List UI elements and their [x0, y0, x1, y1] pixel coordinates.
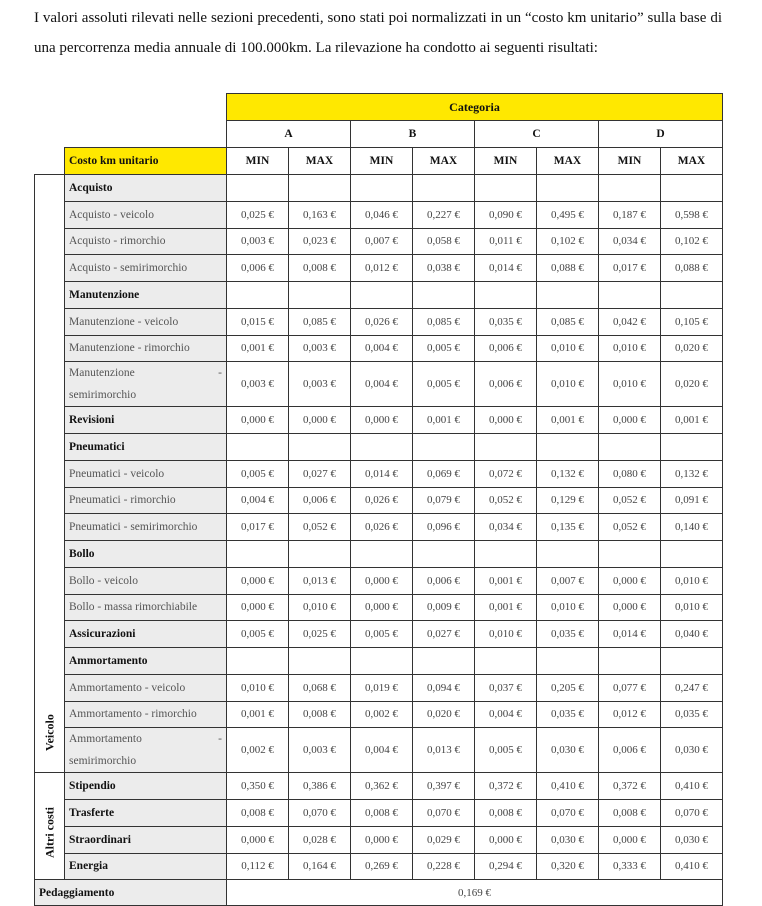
- value-cell: [599, 541, 661, 568]
- row-label: Pneumatici: [65, 434, 227, 461]
- value-cell: 0,006 €: [475, 362, 537, 407]
- row-header-cost: Costo km unitario: [65, 148, 227, 175]
- value-cell: 0,052 €: [599, 487, 661, 514]
- table-row: [35, 701, 723, 728]
- max-header: MAX: [289, 148, 351, 175]
- value-cell: 0,091 €: [661, 487, 723, 514]
- row-label: Manutenzione: [65, 282, 227, 309]
- value-cell: 0,004 €: [227, 487, 289, 514]
- row-label: Trasferte: [65, 800, 227, 827]
- value-cell: 0,000 €: [351, 594, 413, 621]
- value-cell: 0,372 €: [475, 773, 537, 800]
- value-cell: 0,000 €: [227, 594, 289, 621]
- value-cell: 0,001 €: [537, 407, 599, 434]
- row-label: Bollo - veicolo: [65, 567, 227, 594]
- value-cell: 0,010 €: [537, 335, 599, 362]
- value-cell: 0,135 €: [537, 514, 599, 541]
- max-header: MAX: [413, 148, 475, 175]
- value-cell: 0,012 €: [351, 255, 413, 282]
- value-cell: 0,000 €: [599, 567, 661, 594]
- value-cell: 0,010 €: [475, 621, 537, 648]
- value-cell: 0,010 €: [661, 567, 723, 594]
- value-cell: 0,132 €: [661, 460, 723, 487]
- value-cell: 0,164 €: [289, 853, 351, 880]
- value-cell: [537, 282, 599, 309]
- value-cell: 0,015 €: [227, 308, 289, 335]
- value-cell: 0,008 €: [227, 800, 289, 827]
- value-cell: 0,029 €: [413, 826, 475, 853]
- value-cell: 0,004 €: [475, 701, 537, 728]
- value-cell: 0,598 €: [661, 201, 723, 228]
- value-cell: 0,010 €: [661, 594, 723, 621]
- value-cell: 0,004 €: [351, 728, 413, 773]
- value-cell: 0,011 €: [475, 228, 537, 255]
- value-cell: [413, 282, 475, 309]
- value-cell: 0,003 €: [227, 228, 289, 255]
- value-cell: 0,008 €: [351, 800, 413, 827]
- value-cell: 0,000 €: [475, 826, 537, 853]
- value-cell: [475, 282, 537, 309]
- row-label: [65, 728, 227, 773]
- row-label: Bollo - massa rimorchiabile: [65, 594, 227, 621]
- row-label: Straordinari: [65, 826, 227, 853]
- row-label: Stipendio: [65, 773, 227, 800]
- value-cell: 0,042 €: [599, 308, 661, 335]
- value-cell: 0,007 €: [351, 228, 413, 255]
- table-row: [35, 335, 723, 362]
- value-cell: 0,163 €: [289, 201, 351, 228]
- value-cell: 0,007 €: [537, 567, 599, 594]
- value-cell: 0,028 €: [289, 826, 351, 853]
- value-cell: 0,102 €: [537, 228, 599, 255]
- value-cell: [227, 648, 289, 675]
- value-cell: 0,010 €: [289, 594, 351, 621]
- value-cell: 0,003 €: [227, 362, 289, 407]
- table-row: [35, 621, 723, 648]
- cost-table: [34, 93, 723, 906]
- value-cell: 0,187 €: [599, 201, 661, 228]
- value-cell: 0,000 €: [599, 407, 661, 434]
- value-cell: 0,030 €: [661, 826, 723, 853]
- table-row: [35, 800, 723, 827]
- value-cell: 0,034 €: [599, 228, 661, 255]
- value-cell: 0,003 €: [289, 335, 351, 362]
- value-cell: [227, 282, 289, 309]
- value-cell: 0,005 €: [475, 728, 537, 773]
- value-cell: [351, 282, 413, 309]
- row-label: Manutenzione - veicolo: [65, 308, 227, 335]
- value-cell: [537, 434, 599, 461]
- row-label: Revisioni: [65, 407, 227, 434]
- side-label-veicolo: [35, 175, 65, 773]
- row-label: Acquisto - rimorchio: [65, 228, 227, 255]
- value-cell: 0,013 €: [413, 728, 475, 773]
- value-cell: 0,012 €: [599, 701, 661, 728]
- value-cell: 0,006 €: [289, 487, 351, 514]
- value-cell: 0,350 €: [227, 773, 289, 800]
- row-label: Ammortamento: [65, 648, 227, 675]
- value-cell: [661, 282, 723, 309]
- pedaggiamento-label: Pedaggiamento: [35, 880, 227, 906]
- value-cell: 0,017 €: [227, 514, 289, 541]
- value-cell: 0,046 €: [351, 201, 413, 228]
- table-row: [35, 674, 723, 701]
- value-cell: 0,008 €: [475, 800, 537, 827]
- table-row: [35, 514, 723, 541]
- value-cell: 0,000 €: [475, 407, 537, 434]
- row-label-dash: -: [218, 733, 222, 746]
- value-cell: 0,495 €: [537, 201, 599, 228]
- value-cell: 0,025 €: [227, 201, 289, 228]
- value-cell: 0,008 €: [599, 800, 661, 827]
- value-cell: [289, 434, 351, 461]
- value-cell: [599, 648, 661, 675]
- value-cell: 0,333 €: [599, 853, 661, 880]
- value-cell: [661, 541, 723, 568]
- value-cell: 0,035 €: [537, 701, 599, 728]
- value-cell: 0,227 €: [413, 201, 475, 228]
- value-cell: 0,035 €: [475, 308, 537, 335]
- value-cell: [227, 541, 289, 568]
- group-a-header: A: [227, 121, 351, 148]
- row-label-line1: Manutenzione: [69, 367, 135, 380]
- value-cell: 0,001 €: [227, 335, 289, 362]
- value-cell: 0,070 €: [537, 800, 599, 827]
- value-cell: 0,040 €: [661, 621, 723, 648]
- group-c-header: C: [475, 121, 599, 148]
- value-cell: 0,386 €: [289, 773, 351, 800]
- table-row: [35, 773, 723, 800]
- value-cell: 0,000 €: [351, 407, 413, 434]
- value-cell: 0,205 €: [537, 674, 599, 701]
- row-label: [65, 362, 227, 407]
- value-cell: 0,410 €: [661, 773, 723, 800]
- value-cell: [599, 282, 661, 309]
- value-cell: [537, 175, 599, 202]
- value-cell: 0,140 €: [661, 514, 723, 541]
- value-cell: 0,010 €: [599, 335, 661, 362]
- row-label-dash: -: [218, 367, 222, 380]
- value-cell: 0,096 €: [413, 514, 475, 541]
- value-cell: 0,068 €: [289, 674, 351, 701]
- value-cell: 0,002 €: [227, 728, 289, 773]
- table-row: [35, 407, 723, 434]
- value-cell: 0,004 €: [351, 335, 413, 362]
- value-cell: 0,000 €: [599, 594, 661, 621]
- value-cell: 0,085 €: [537, 308, 599, 335]
- row-label-line1: Ammortamento: [69, 733, 142, 746]
- value-cell: 0,038 €: [413, 255, 475, 282]
- table-row: [35, 175, 723, 202]
- table-row: [35, 228, 723, 255]
- value-cell: [289, 175, 351, 202]
- value-cell: 0,052 €: [475, 487, 537, 514]
- value-cell: 0,020 €: [413, 701, 475, 728]
- table-row: [35, 460, 723, 487]
- row-label: Acquisto - semirimorchio: [65, 255, 227, 282]
- value-cell: [351, 175, 413, 202]
- value-cell: 0,362 €: [351, 773, 413, 800]
- value-cell: 0,020 €: [661, 335, 723, 362]
- value-cell: 0,010 €: [537, 362, 599, 407]
- value-cell: 0,102 €: [661, 228, 723, 255]
- value-cell: 0,008 €: [289, 701, 351, 728]
- value-cell: [599, 434, 661, 461]
- value-cell: 0,006 €: [599, 728, 661, 773]
- row-label: Assicurazioni: [65, 621, 227, 648]
- table-row: [35, 648, 723, 675]
- row-label: Acquisto: [65, 175, 227, 202]
- max-header: MAX: [537, 148, 599, 175]
- value-cell: 0,001 €: [227, 701, 289, 728]
- value-cell: 0,005 €: [227, 460, 289, 487]
- value-cell: [227, 175, 289, 202]
- table-row: [35, 728, 723, 773]
- value-cell: [289, 541, 351, 568]
- intro-paragraph: I valori assoluti rilevati nelle sezioni precedenti, sono stati poi normalizzati in un “costo km unitario” sulla base di una percorrenza media annuale di 100.000km. La rilevazione ha condotto ai seguenti risultati:: [34, 10, 722, 56]
- value-cell: [475, 434, 537, 461]
- value-cell: 0,085 €: [289, 308, 351, 335]
- value-cell: 0,269 €: [351, 853, 413, 880]
- value-cell: 0,006 €: [475, 335, 537, 362]
- table-row: [35, 201, 723, 228]
- value-cell: 0,058 €: [413, 228, 475, 255]
- value-cell: 0,132 €: [537, 460, 599, 487]
- category-header: Categoria: [227, 94, 723, 121]
- value-cell: 0,005 €: [413, 335, 475, 362]
- value-cell: 0,000 €: [351, 567, 413, 594]
- value-cell: 0,000 €: [351, 826, 413, 853]
- table-row: [35, 567, 723, 594]
- row-label: Manutenzione - rimorchio: [65, 335, 227, 362]
- table-row: [35, 594, 723, 621]
- value-cell: 0,094 €: [413, 674, 475, 701]
- value-cell: 0,397 €: [413, 773, 475, 800]
- value-cell: 0,010 €: [599, 362, 661, 407]
- value-cell: 0,019 €: [351, 674, 413, 701]
- table-row: [35, 541, 723, 568]
- pedaggiamento-value: 0,169 €: [227, 880, 723, 906]
- value-cell: 0,006 €: [413, 567, 475, 594]
- value-cell: 0,003 €: [289, 728, 351, 773]
- min-header: MIN: [351, 148, 413, 175]
- value-cell: 0,052 €: [599, 514, 661, 541]
- value-cell: 0,026 €: [351, 514, 413, 541]
- value-cell: [413, 434, 475, 461]
- value-cell: 0,035 €: [537, 621, 599, 648]
- value-cell: 0,090 €: [475, 201, 537, 228]
- value-cell: 0,410 €: [661, 853, 723, 880]
- value-cell: 0,009 €: [413, 594, 475, 621]
- value-cell: 0,025 €: [289, 621, 351, 648]
- value-cell: 0,014 €: [599, 621, 661, 648]
- value-cell: 0,070 €: [413, 800, 475, 827]
- value-cell: 0,014 €: [475, 255, 537, 282]
- value-cell: [475, 648, 537, 675]
- table-row: [35, 282, 723, 309]
- row-label: Pneumatici - semirimorchio: [65, 514, 227, 541]
- group-d-header: D: [599, 121, 723, 148]
- side-label-altri-costi-text: Altri costi: [42, 807, 56, 859]
- value-cell: [351, 434, 413, 461]
- row-label: Ammortamento - veicolo: [65, 674, 227, 701]
- value-cell: [413, 175, 475, 202]
- value-cell: 0,000 €: [227, 407, 289, 434]
- value-cell: 0,072 €: [475, 460, 537, 487]
- value-cell: 0,010 €: [227, 674, 289, 701]
- value-cell: 0,005 €: [413, 362, 475, 407]
- value-cell: [413, 541, 475, 568]
- value-cell: [289, 648, 351, 675]
- row-label-line2: semirimorchio: [69, 389, 137, 402]
- value-cell: 0,008 €: [289, 255, 351, 282]
- value-cell: 0,003 €: [289, 362, 351, 407]
- value-cell: 0,077 €: [599, 674, 661, 701]
- value-cell: 0,034 €: [475, 514, 537, 541]
- value-cell: 0,088 €: [661, 255, 723, 282]
- value-cell: [227, 434, 289, 461]
- row-label: Ammortamento - rimorchio: [65, 701, 227, 728]
- table-row: [35, 487, 723, 514]
- value-cell: 0,005 €: [227, 621, 289, 648]
- value-cell: 0,004 €: [351, 362, 413, 407]
- table-row: [35, 826, 723, 853]
- side-label-altri-costi: [35, 773, 65, 880]
- value-cell: 0,013 €: [289, 567, 351, 594]
- value-cell: 0,002 €: [351, 701, 413, 728]
- row-label: Energia: [65, 853, 227, 880]
- min-header: MIN: [227, 148, 289, 175]
- value-cell: 0,030 €: [661, 728, 723, 773]
- value-cell: 0,001 €: [661, 407, 723, 434]
- value-cell: 0,030 €: [537, 826, 599, 853]
- value-cell: [351, 541, 413, 568]
- value-cell: [599, 175, 661, 202]
- value-cell: 0,006 €: [227, 255, 289, 282]
- value-cell: 0,410 €: [537, 773, 599, 800]
- value-cell: 0,027 €: [289, 460, 351, 487]
- side-label-veicolo-text: Veicolo: [42, 714, 56, 752]
- min-header: MIN: [599, 148, 661, 175]
- value-cell: 0,372 €: [599, 773, 661, 800]
- value-cell: 0,030 €: [537, 728, 599, 773]
- value-cell: 0,294 €: [475, 853, 537, 880]
- row-label: Acquisto - veicolo: [65, 201, 227, 228]
- value-cell: [351, 648, 413, 675]
- value-cell: 0,112 €: [227, 853, 289, 880]
- value-cell: 0,000 €: [289, 407, 351, 434]
- min-header: MIN: [475, 148, 537, 175]
- table-row: [35, 362, 723, 407]
- row-label: Bollo: [65, 541, 227, 568]
- value-cell: 0,026 €: [351, 308, 413, 335]
- value-cell: 0,001 €: [413, 407, 475, 434]
- group-b-header: B: [351, 121, 475, 148]
- value-cell: [475, 175, 537, 202]
- value-cell: 0,037 €: [475, 674, 537, 701]
- value-cell: 0,069 €: [413, 460, 475, 487]
- table-row: [35, 308, 723, 335]
- value-cell: 0,027 €: [413, 621, 475, 648]
- row-label: Pneumatici - rimorchio: [65, 487, 227, 514]
- value-cell: 0,014 €: [351, 460, 413, 487]
- value-cell: 0,000 €: [227, 826, 289, 853]
- value-cell: 0,026 €: [351, 487, 413, 514]
- value-cell: 0,129 €: [537, 487, 599, 514]
- value-cell: [537, 541, 599, 568]
- value-cell: 0,070 €: [289, 800, 351, 827]
- value-cell: 0,010 €: [537, 594, 599, 621]
- value-cell: [289, 282, 351, 309]
- value-cell: [413, 648, 475, 675]
- value-cell: 0,020 €: [661, 362, 723, 407]
- value-cell: 0,000 €: [227, 567, 289, 594]
- value-cell: 0,000 €: [599, 826, 661, 853]
- value-cell: 0,005 €: [351, 621, 413, 648]
- value-cell: [661, 648, 723, 675]
- value-cell: 0,247 €: [661, 674, 723, 701]
- value-cell: 0,080 €: [599, 460, 661, 487]
- value-cell: 0,023 €: [289, 228, 351, 255]
- value-cell: 0,088 €: [537, 255, 599, 282]
- value-cell: [537, 648, 599, 675]
- table-row: [35, 853, 723, 880]
- value-cell: 0,105 €: [661, 308, 723, 335]
- value-cell: 0,001 €: [475, 594, 537, 621]
- table-row: [35, 255, 723, 282]
- value-cell: 0,052 €: [289, 514, 351, 541]
- max-header: MAX: [661, 148, 723, 175]
- value-cell: [661, 175, 723, 202]
- value-cell: 0,035 €: [661, 701, 723, 728]
- row-label-line2: semirimorchio: [69, 755, 137, 768]
- value-cell: 0,320 €: [537, 853, 599, 880]
- value-cell: 0,228 €: [413, 853, 475, 880]
- value-cell: 0,070 €: [661, 800, 723, 827]
- row-label: Pneumatici - veicolo: [65, 460, 227, 487]
- value-cell: 0,001 €: [475, 567, 537, 594]
- value-cell: 0,079 €: [413, 487, 475, 514]
- value-cell: [475, 541, 537, 568]
- table-row: [35, 434, 723, 461]
- value-cell: [661, 434, 723, 461]
- value-cell: 0,017 €: [599, 255, 661, 282]
- value-cell: 0,085 €: [413, 308, 475, 335]
